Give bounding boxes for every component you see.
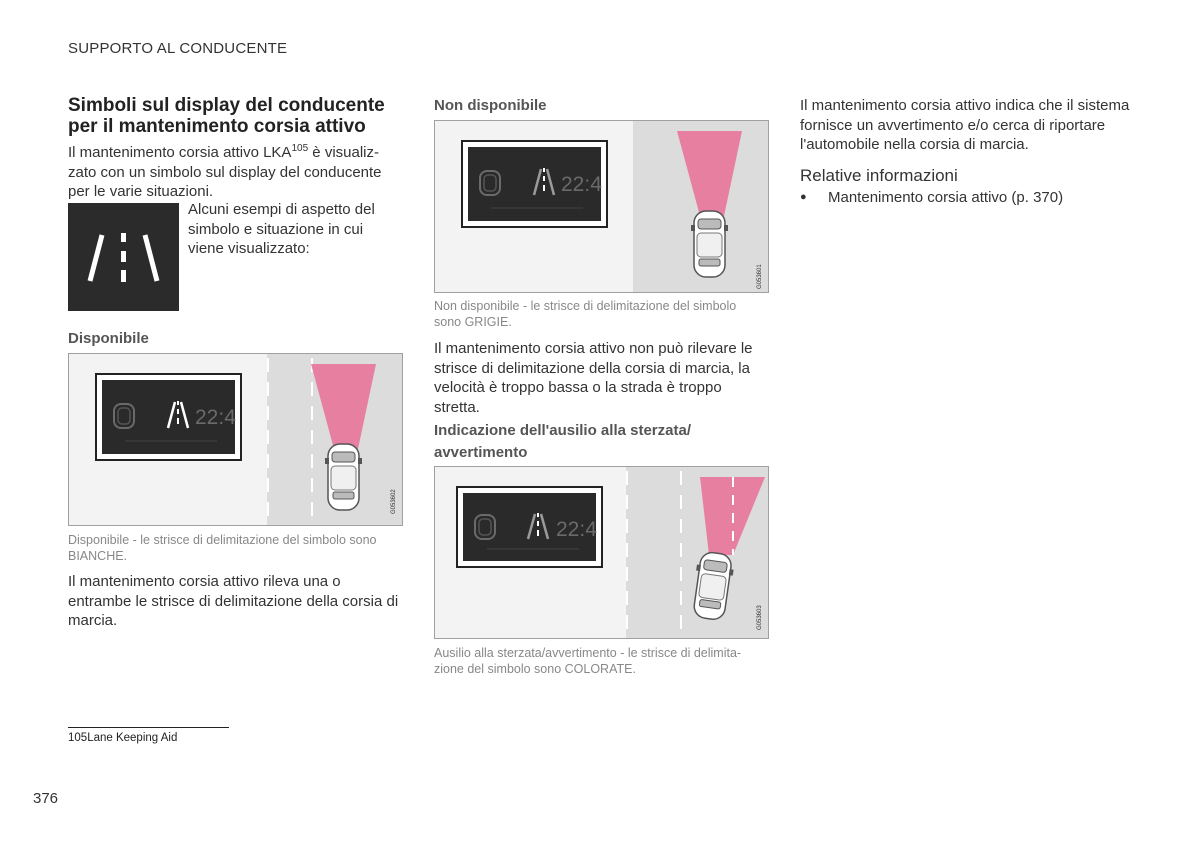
footnote-divider bbox=[68, 727, 229, 728]
column-1 bbox=[68, 95, 408, 202]
steering-aid-caption: Ausilio alla sterzata/avvertimento - le strisce di delimita- zione del simbolo sono COLORATE. bbox=[434, 646, 742, 676]
figure-code: G053601 bbox=[757, 264, 763, 289]
bullet-icon: ● bbox=[800, 191, 807, 203]
display-clock: 22:4 bbox=[561, 173, 602, 196]
not-available-subtitle: Non disponibile bbox=[434, 97, 547, 114]
available-caption: Disponibile - le strisce di delimitazione del simbolo sono BIANCHE. bbox=[68, 533, 377, 563]
figure-code: G053602 bbox=[391, 489, 397, 514]
footnote-number: 105 bbox=[68, 732, 88, 744]
figure-not-available bbox=[434, 120, 769, 293]
footnote-ref[interactable]: 105 bbox=[291, 143, 309, 154]
section-header: SUPPORTO AL CONDUCENTE bbox=[68, 40, 288, 57]
display-clock: 22:4 bbox=[556, 518, 597, 541]
figure-steering-aid bbox=[434, 466, 769, 639]
car-icon bbox=[325, 444, 362, 510]
figure-code: G053603 bbox=[757, 605, 763, 630]
page-number: 376 bbox=[33, 790, 59, 807]
section-title-line2: per il mantenimento corsia attivo bbox=[68, 116, 366, 137]
footnote-text: Lane Keeping Aid bbox=[87, 732, 178, 744]
not-available-text: Il mantenimento corsia attivo non può rilevare le strisce di delimitazione della corsia di marcia, la velocità è troppo bassa o la strada è troppo stretta. bbox=[434, 340, 753, 416]
figure-available bbox=[68, 353, 403, 526]
car-icon bbox=[691, 211, 728, 277]
steer-subtitle: Indicazione dell'ausilio alla sterzata/ avvertimento bbox=[434, 422, 691, 461]
display-clock: 22:4 bbox=[195, 406, 236, 429]
available-subtitle: Disponibile bbox=[68, 330, 149, 347]
related-list-item[interactable] bbox=[800, 188, 1160, 208]
section-title bbox=[68, 95, 408, 137]
available-text: Il mantenimento corsia attivo rileva una o entrambe le strisce di delimitazione della corsia di marcia. bbox=[68, 573, 399, 629]
intro-paragraph: Il mantenimento corsia attivo LKA$^{105}$ è visualiz- zato con un simbolo sul display del conducente per le varie situazioni. bbox=[68, 143, 382, 200]
col3-text: Il mantenimento corsia attivo indica che il sistema fornisce un avvertimento e/o cerca di riportare l'automobile nella corsia di marcia. bbox=[800, 97, 1130, 153]
related-title: Relative informazioni bbox=[800, 166, 958, 185]
section-title-line1: Simboli sul display del conducente bbox=[68, 95, 385, 116]
related-link[interactable]: Mantenimento corsia attivo (p. 370) bbox=[828, 189, 1064, 206]
lka-symbol-icon bbox=[68, 203, 179, 311]
examples-text: Alcuni esempi di aspetto del simbolo e situazione in cui viene visualizzato: bbox=[188, 201, 375, 257]
footnote bbox=[68, 732, 177, 744]
not-available-caption: Non disponibile - le strisce di delimitazione del simbolo sono GRIGIE. bbox=[434, 299, 737, 329]
